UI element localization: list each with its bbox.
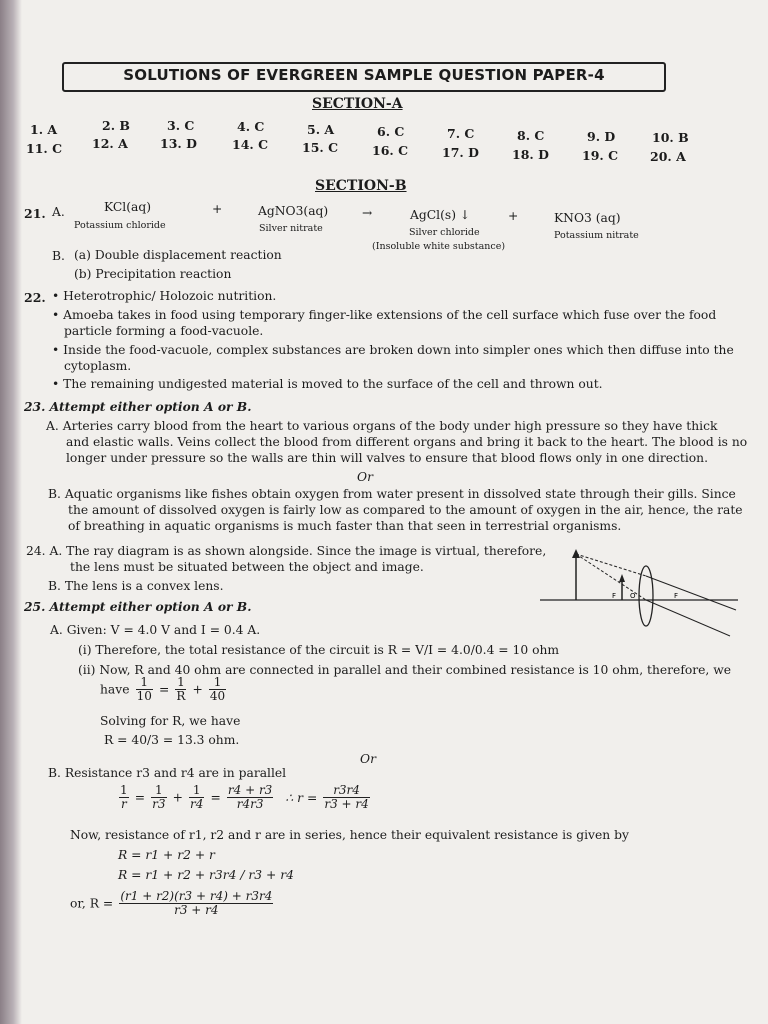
resistance-equation: [118, 784, 371, 811]
or-label: or, R =: [70, 896, 114, 911]
answer-item: 2. B: [102, 118, 130, 133]
q22-point-cont: cytoplasm.: [64, 359, 132, 373]
answer-item: 14. C: [232, 137, 269, 152]
equals-sign: =: [134, 790, 146, 805]
fraction: [209, 676, 226, 703]
fraction: [189, 784, 204, 811]
q23-a-line: and elastic walls. Veins collect the blood from different organs and bring it back to the heart. The blood is no: [66, 435, 748, 449]
answer-item: 19. C: [582, 148, 619, 163]
answer-item: 17. D: [442, 145, 479, 160]
page-shadow-edge: [0, 0, 22, 1024]
denominator: r3 + r4: [174, 903, 219, 917]
answer-item: 8. C: [517, 128, 545, 143]
fraction: [119, 784, 129, 811]
q22-point: • Inside the food-vacuole, complex substances are broken down into simpler ones which then diffuse into the: [52, 343, 734, 357]
section-a-heading: SECTION-A: [312, 96, 403, 112]
q23-heading: 23. Attempt either option A or B.: [24, 399, 252, 414]
denominator: 40: [209, 689, 226, 703]
answer-item: 3. C: [167, 118, 195, 133]
image-arrowhead: [572, 549, 580, 558]
refracted-ray-2: [646, 600, 730, 636]
numerator: 1: [136, 676, 153, 690]
q21-part-a-label: A.: [52, 205, 65, 219]
fraction: [175, 676, 186, 703]
q23-a-line: longer under pressure so the walls are thin will valves to ensure that blood flows only in one direction.: [66, 451, 708, 465]
denominator: r4: [190, 797, 204, 811]
numerator: r4 + r3: [227, 783, 273, 797]
agcl-formula: AgCl(s) ↓: [410, 208, 471, 222]
numerator: 1: [209, 676, 226, 690]
kcl-formula: KCl(aq): [104, 200, 151, 214]
q22-point-cont: particle forming a food-vacuole.: [64, 324, 264, 338]
answer-item: 7. C: [447, 126, 475, 141]
fraction: [119, 890, 273, 917]
title-box: [62, 62, 666, 92]
result-line: R = 40/3 = 13.3 ohm.: [104, 733, 240, 747]
focus-label-1: F: [612, 592, 617, 600]
series-line: Now, resistance of r1, r2 and r are in series, hence their equivalent resistance is given by: [70, 828, 629, 842]
therefore-r: ∴ r =: [285, 790, 318, 805]
kno3-name: Potassium nitrate: [554, 230, 639, 241]
q25-or: Or: [360, 752, 376, 766]
equals-sign: =: [158, 682, 170, 697]
plus-sign: +: [192, 682, 203, 697]
focus-label-2: F: [674, 592, 679, 600]
fraction: [227, 784, 273, 811]
q23-a-line: A. Arteries carry blood from the heart to various organs of the body under high pressure so they have thick: [46, 419, 718, 433]
denominator: R: [176, 689, 186, 703]
answer-item: 11. C: [26, 141, 63, 156]
answer-item: 12. A: [92, 136, 128, 151]
q23-or: Or: [357, 470, 373, 484]
fraction: [136, 676, 153, 703]
answer-item: 6. C: [377, 124, 405, 139]
optical-centre-label: O: [630, 592, 636, 600]
agcl-name: Silver chloride: [409, 227, 480, 238]
agno3-name: Silver nitrate: [259, 223, 323, 234]
plus-sign: +: [212, 202, 223, 216]
q22-point: • Heterotrophic/ Holozoic nutrition.: [52, 289, 277, 303]
q21-b-line: (b) Precipitation reaction: [74, 267, 232, 281]
q25-a-line: (ii) Now, R and 40 ohm are connected in parallel and their combined resistance is 10 ohm, therefore, we: [78, 663, 732, 677]
q21-b-line: (a) Double displacement reaction: [74, 248, 282, 262]
fraction: [151, 784, 166, 811]
page-title: SOLUTIONS OF EVERGREEN SAMPLE QUESTION PAPER-4: [123, 66, 605, 84]
answer-item: 1. A: [30, 122, 58, 137]
object-arrowhead: [619, 574, 625, 582]
kcl-name: Potassium chloride: [74, 220, 166, 231]
denominator: r3 + r4: [324, 797, 369, 811]
kno3-formula: KNO3 (aq): [554, 211, 621, 225]
refracted-ray-1: [646, 576, 736, 610]
q22-point: • Amoeba takes in food using temporary finger-like extensions of the cell surface which fuse over the food: [52, 308, 717, 322]
numerator: 1: [177, 675, 185, 689]
answer-item: 16. C: [372, 143, 409, 158]
ray-diagram: [534, 544, 740, 640]
fraction: [323, 784, 369, 811]
q21-part-b-label: B.: [52, 249, 65, 263]
solving-line: Solving for R, we have: [100, 714, 241, 728]
denominator: r3: [152, 797, 166, 811]
plus-sign: +: [172, 790, 183, 805]
q24-a-line: the lens must be situated between the object and image.: [70, 560, 424, 574]
answer-item: 4. C: [237, 119, 265, 134]
section-b-heading: SECTION-B: [315, 178, 407, 194]
q22-point: • The remaining undigested material is moved to the surface of the cell and thrown out.: [52, 377, 603, 391]
convex-lens: [639, 566, 653, 626]
q24-b-line: B. The lens is a convex lens.: [48, 579, 224, 593]
q25-a-given: A. Given: V = 4.0 V and I = 0.4 A.: [50, 623, 261, 637]
answer-item: 20. A: [650, 149, 686, 164]
document-page: [22, 0, 768, 1024]
ray-virtual-1: [576, 554, 646, 576]
reaction-arrow: →: [362, 206, 373, 220]
denominator: r: [120, 797, 127, 811]
numerator: 1: [120, 783, 128, 797]
question-number-22: 22.: [24, 290, 46, 305]
agcl-note: (Insoluble white substance): [372, 241, 506, 252]
numerator: 1: [189, 784, 204, 798]
q24-a-line: 24. A. The ray diagram is as shown alongside. Since the image is virtual, therefore,: [26, 544, 547, 558]
answer-item: 13. D: [160, 136, 197, 151]
numerator: (r1 + r2)(r3 + r4) + r3r4: [120, 889, 273, 903]
q25-heading: 25. Attempt either option A or B.: [24, 599, 252, 614]
q23-b-line: B. Aquatic organisms like fishes obtain oxygen from water present in dissolved state through their gills. Since: [48, 487, 736, 501]
have-label: have: [100, 682, 130, 697]
answer-item: 18. D: [512, 147, 549, 162]
agno3-formula: AgNO3(aq): [258, 204, 329, 218]
q25-b-heading: B. Resistance r3 and r4 are in parallel: [48, 766, 287, 780]
answer-item: 10. B: [652, 130, 689, 145]
denominator: r4r3: [236, 797, 264, 811]
numerator: r3r4: [323, 784, 369, 798]
question-number-21: 21.: [24, 206, 46, 221]
answer-item: 15. C: [302, 140, 339, 155]
numerator: 1: [151, 784, 166, 798]
denominator: 10: [136, 689, 152, 703]
q25-a-line: (i) Therefore, the total resistance of the circuit is R = V/I = 4.0/0.4 = 10 ohm: [78, 643, 560, 657]
parallel-equation: [100, 676, 227, 703]
q23-b-line: of breathing in aquatic organisms is much faster than that seen in terrestrial organisms.: [68, 519, 622, 533]
plus-sign: +: [508, 209, 519, 223]
series-equation: R = r1 + r2 + r3r4 / r3 + r4: [118, 868, 294, 882]
q23-b-line: the amount of dissolved oxygen is fairly low as compared to the amount of oxygen in the air, hence, the rate: [68, 503, 743, 517]
series-equation: R = r1 + r2 + r: [118, 848, 215, 862]
equals-sign: =: [210, 790, 221, 805]
answer-item: 9. D: [587, 129, 616, 144]
final-equation: [70, 890, 274, 917]
answer-item: 5. A: [307, 122, 335, 137]
